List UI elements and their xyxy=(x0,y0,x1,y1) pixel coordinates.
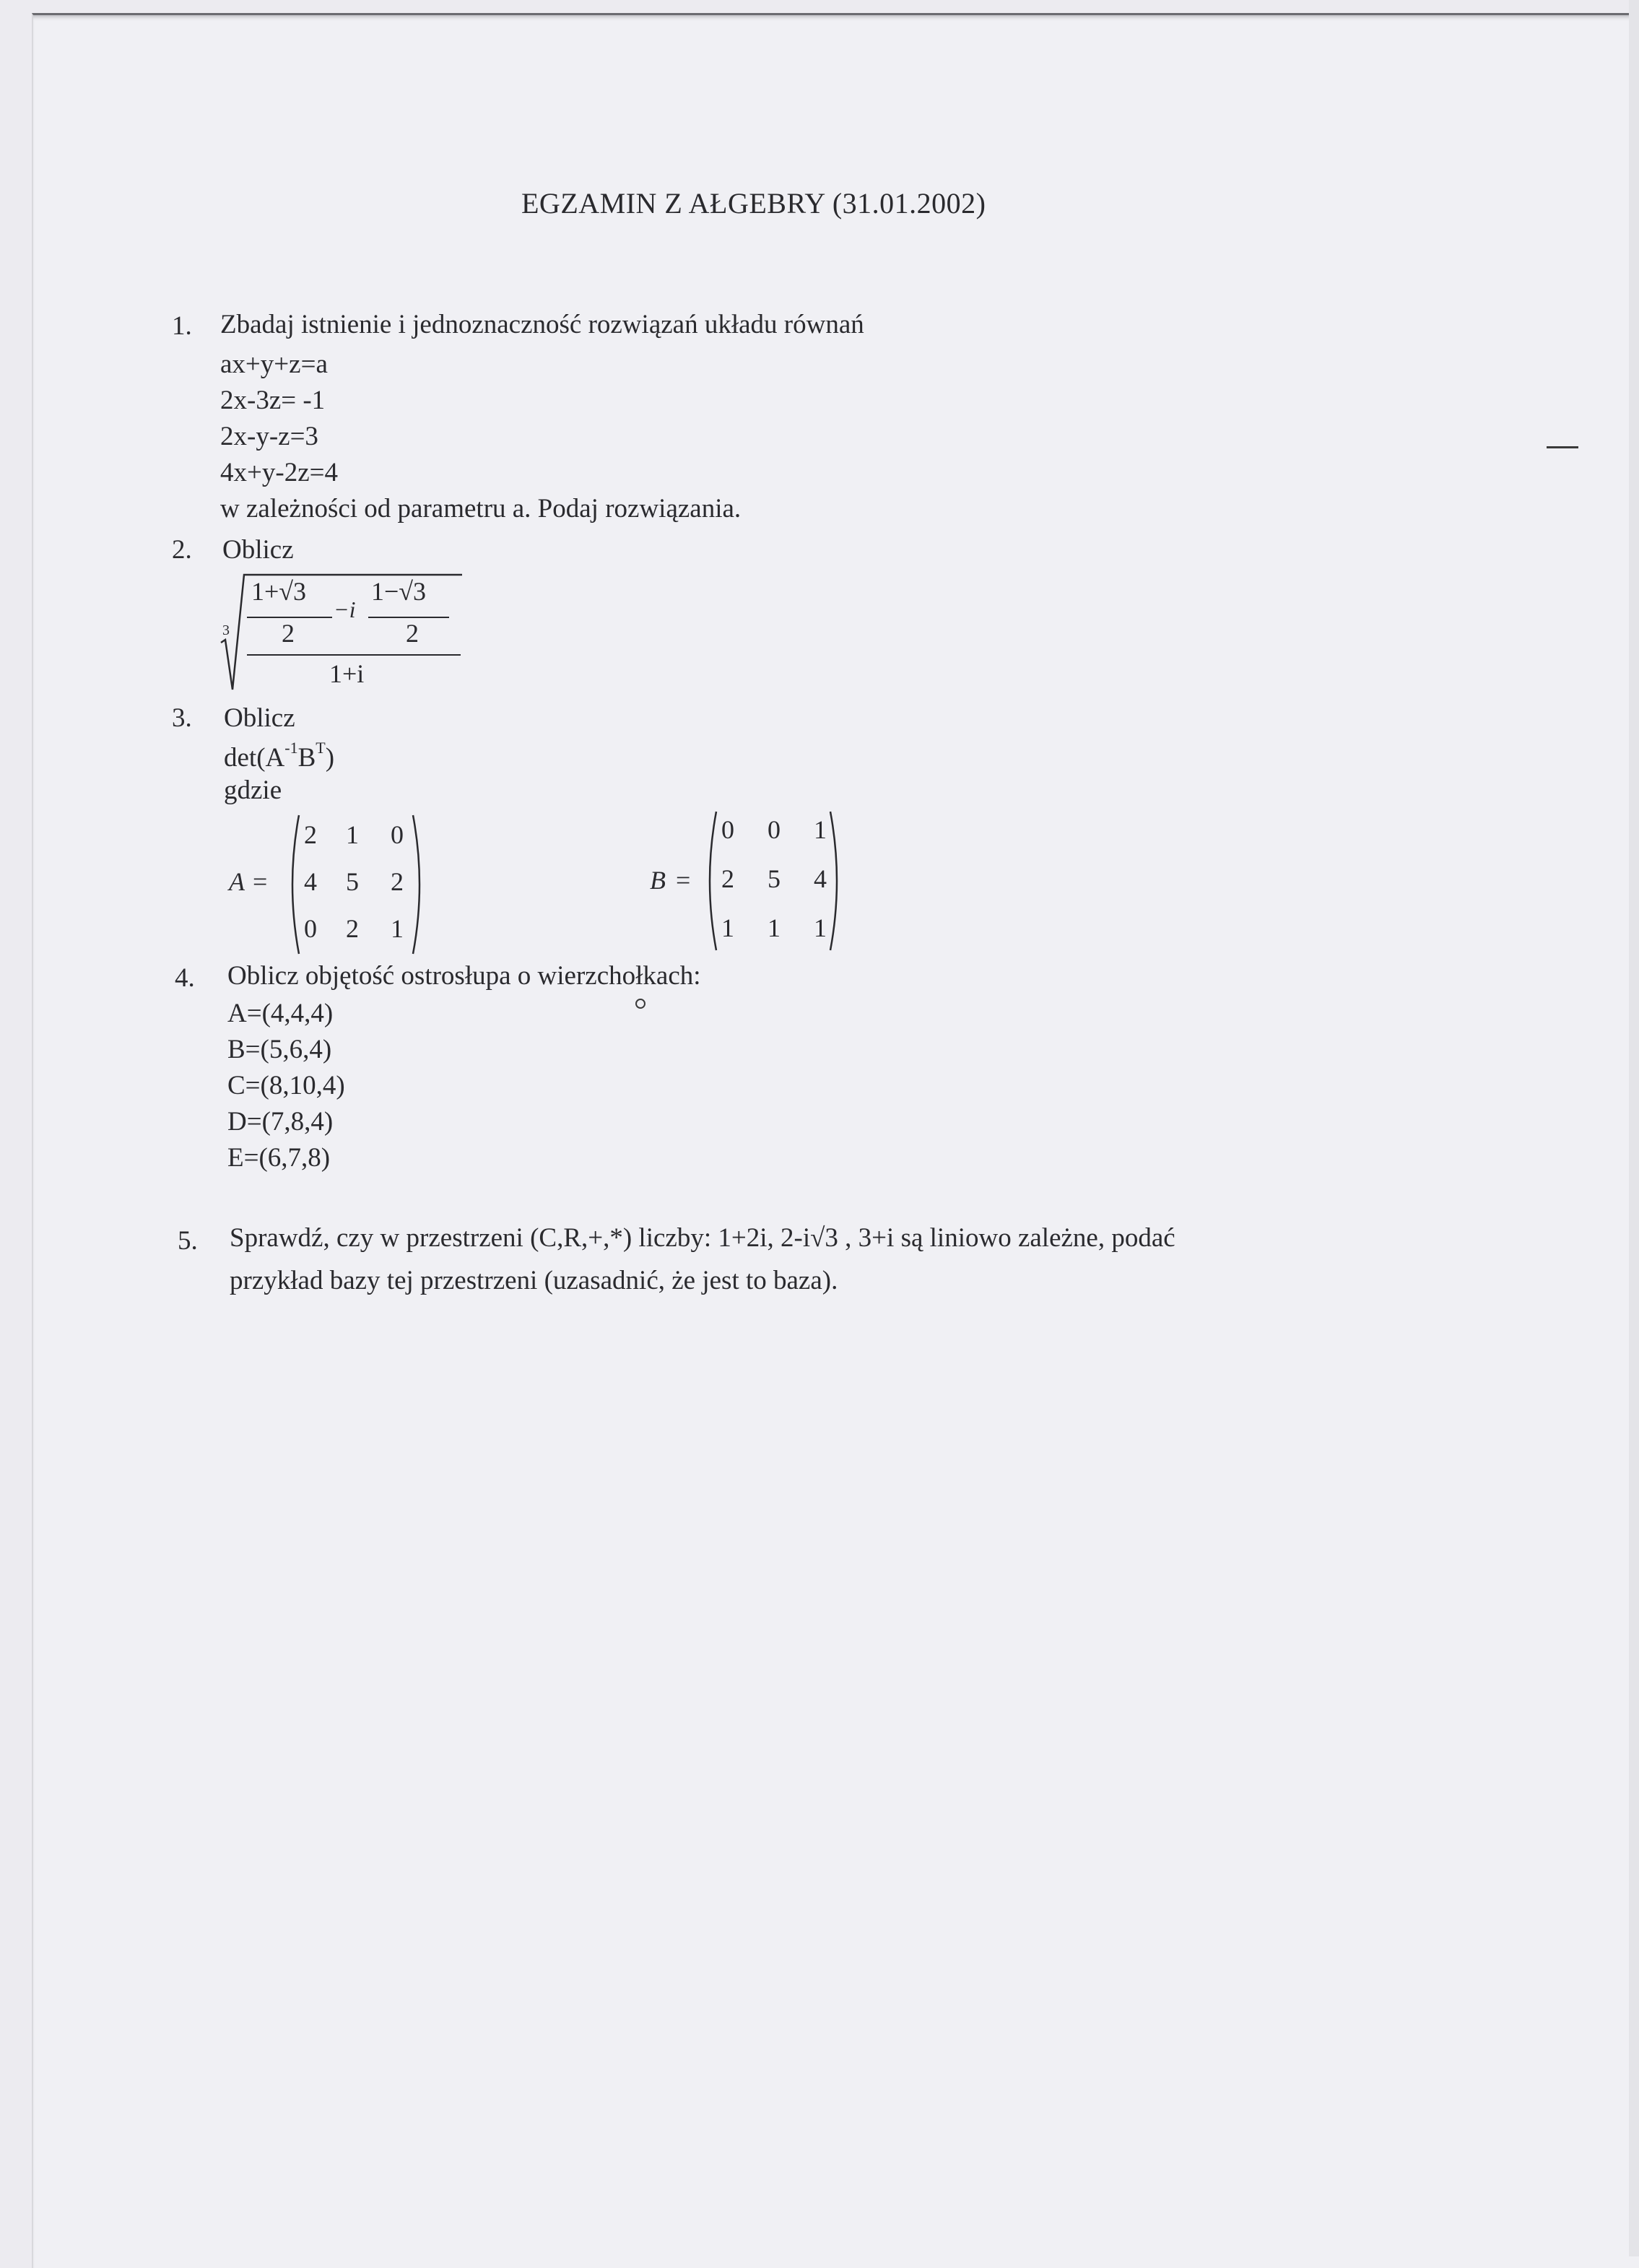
matrix-cell: 0 xyxy=(721,815,734,844)
denominator: 1+i xyxy=(329,659,365,688)
equation: ax+y+z=a xyxy=(220,349,328,379)
margin-mark xyxy=(1547,446,1578,448)
right-paren xyxy=(410,812,427,957)
scan-edge xyxy=(1629,0,1639,2256)
fraction-bottom: 2 xyxy=(406,619,419,648)
equals-sign: = xyxy=(253,867,268,896)
question-number: 5. xyxy=(178,1226,198,1256)
question-text-line-2: przykład bazy tej przestrzeni (uzasadnić, że jest to baza). xyxy=(230,1266,838,1295)
question-number: 4. xyxy=(175,963,195,993)
fraction-bottom: 2 xyxy=(282,619,295,648)
matrix-cell: 1 xyxy=(814,913,827,942)
matrix-cell: 5 xyxy=(346,867,359,896)
equation: 2x-3z= -1 xyxy=(220,386,326,415)
vertex: A=(4,4,4) xyxy=(227,999,334,1028)
matrix-cell: 0 xyxy=(304,914,317,943)
matrix-label: B xyxy=(650,866,666,895)
main-fraction-bar xyxy=(247,654,461,656)
matrix-cell: 2 xyxy=(346,914,359,943)
cube-root-formula xyxy=(217,570,477,700)
vertex: C=(8,10,4) xyxy=(227,1071,345,1100)
root-index: 3 xyxy=(222,622,230,638)
matrix-cell: 1 xyxy=(814,815,827,844)
vertex: D=(7,8,4) xyxy=(227,1107,334,1137)
question-number: 1. xyxy=(172,311,192,341)
vertex: B=(5,6,4) xyxy=(227,1035,332,1064)
equation: 2x-y-z=3 xyxy=(220,422,318,451)
matrix-cell: 2 xyxy=(721,864,734,893)
minus-i: −i xyxy=(334,596,356,622)
matrix-cell: 0 xyxy=(391,820,404,849)
vertex: E=(6,7,8) xyxy=(227,1143,331,1173)
matrix-cell: 1 xyxy=(768,913,781,942)
determinant-expression: $\det(A^{-1}B^T)$ xyxy=(224,739,335,773)
question-text: Oblicz objętość ostrosłupa o wierzchołkach: xyxy=(227,961,701,991)
fraction-top: 1−√3 xyxy=(371,577,427,606)
question-number: 2. xyxy=(172,535,192,565)
question-number: 3. xyxy=(172,703,192,733)
exam-title: EGZAMIN Z AŁGEBRY (31.01.2002) xyxy=(521,187,986,220)
question-text: Zbadaj istnienie i jednoznaczność rozwiązań układu równań xyxy=(220,310,864,339)
matrix-cell: 2 xyxy=(304,820,317,849)
equation: 4x+y-2z=4 xyxy=(220,458,338,487)
matrix-cell: 5 xyxy=(768,864,781,893)
question-text: Oblicz xyxy=(222,535,294,565)
question-footer: w zależności od parametru a. Podaj rozwiązania. xyxy=(220,494,742,523)
fraction-top: 1+√3 xyxy=(251,577,307,606)
matrix-label: A xyxy=(229,867,245,896)
matrix-cell: 1 xyxy=(391,914,404,943)
stray-dot xyxy=(635,999,645,1009)
question-text: Oblicz xyxy=(224,703,295,733)
question-text-line-1: Sprawdź, czy w przestrzeni (C,R,+,*) liczby: 1+2i, 2-i√3 , 3+i są liniowo zależne, podać xyxy=(230,1223,1175,1253)
matrix-cell: 1 xyxy=(346,820,359,849)
where-label: gdzie xyxy=(224,775,282,805)
equals-sign: = xyxy=(676,866,691,895)
matrix-cell: 4 xyxy=(304,867,317,896)
matrix-cell: 2 xyxy=(391,867,404,896)
matrix-cell: 0 xyxy=(768,815,781,844)
matrix-cell: 4 xyxy=(814,864,827,893)
matrix-cell: 1 xyxy=(721,913,734,942)
